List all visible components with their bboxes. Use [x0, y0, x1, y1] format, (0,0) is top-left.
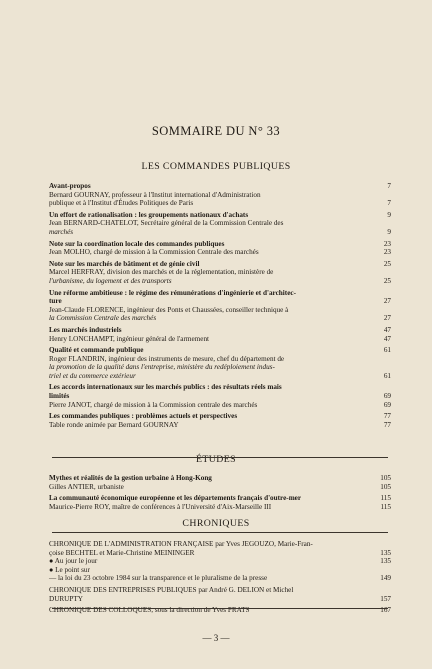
toc-line: [49, 540, 391, 549]
toc-line: [49, 412, 391, 421]
toc-line-text: ture: [49, 297, 62, 306]
page-ref: 167: [380, 606, 391, 615]
toc-entry: [49, 586, 391, 603]
toc-line: [49, 326, 391, 335]
page-ref: 135: [380, 548, 391, 557]
page-ref: 7: [387, 199, 391, 208]
page-ref: 69: [383, 392, 391, 401]
toc-line: [49, 260, 391, 269]
toc-entry: [49, 211, 391, 237]
page-ref: 9: [387, 210, 391, 219]
page-ref: 61: [383, 371, 391, 380]
toc-line: [49, 557, 391, 566]
page-ref: 115: [380, 494, 391, 503]
page-ref: 9: [387, 227, 391, 236]
toc-line: [49, 494, 391, 503]
toc-line: [49, 199, 391, 208]
page-ref: 25: [383, 259, 391, 268]
toc-line: [49, 483, 391, 492]
page-number: — 3 —: [202, 633, 230, 643]
toc-entry: [49, 289, 391, 323]
toc-line-text: Les commandes publiques : problèmes actuels et perspectives: [49, 412, 238, 421]
toc-line: [49, 401, 391, 410]
toc-line: [49, 289, 391, 298]
page-ref: 105: [380, 474, 391, 482]
toc-entry: [49, 326, 391, 343]
toc-line-text: Note sur les marchés de bâtiment et de génie civil: [49, 259, 200, 268]
toc-line: [49, 574, 391, 583]
toc-line: [49, 248, 391, 257]
toc-entry: [49, 540, 391, 583]
toc-line: [49, 549, 391, 558]
toc-line-text: Roger FLANDRIN, ingénieur des instruments de mesure, chef du département de: [49, 354, 285, 363]
section-heading: CHRONIQUES: [182, 518, 250, 529]
page-ref: 7: [387, 182, 391, 190]
page-ref: 25: [383, 276, 391, 285]
toc-entry: [49, 383, 391, 409]
toc-line: [49, 595, 391, 604]
page-ref: 23: [383, 248, 391, 257]
toc-entry: [49, 412, 391, 429]
toc-line-text: çoise BECHTEL et Marie-Christine MEININGER: [49, 548, 195, 557]
toc-line: [49, 474, 391, 483]
page-ref: 135: [380, 557, 391, 566]
toc-entry: [49, 474, 391, 491]
section-heading: ÉTUDES: [196, 454, 236, 465]
section-entries-list: [49, 474, 391, 514]
toc-line: [49, 372, 391, 381]
toc-line-text: — la loi du 23 octobre 1984 sur la transparence et le pluralisme de la presse: [49, 574, 268, 583]
page-ref: 69: [383, 400, 391, 409]
toc-entry: [49, 182, 391, 208]
toc-line: [49, 219, 391, 228]
toc-line: [49, 228, 391, 237]
toc-line-text: Note sur la coordination locale des commandes publiques: [49, 239, 225, 248]
toc-line-text: Jean-Claude FLORENCE, ingénieur des Ponts et Chaussées, conseiller technique à: [49, 305, 289, 314]
page-ref: 47: [383, 325, 391, 334]
toc-line: [49, 182, 391, 191]
toc-line-text: CHRONIQUE DES COLLOQUES, sous la direction de Yves PRATS: [49, 606, 250, 615]
page-ref: 105: [380, 482, 391, 491]
toc-line-text: ● Le point sur: [49, 565, 90, 574]
toc-line: [49, 566, 391, 575]
toc-line-text: Bernard GOURNAY, professeur à l'Institut international d'Administration: [49, 190, 261, 199]
toc-entry: [49, 346, 391, 380]
toc-line: [49, 586, 391, 595]
toc-line-text: Les marchés industriels: [49, 325, 122, 334]
toc-entry: [49, 240, 391, 257]
toc-line: [49, 392, 391, 401]
toc-line-text: Un effort de rationalisation : les groupements nationaux d'achats: [49, 210, 249, 219]
section-entries-list: [49, 182, 391, 432]
page-ref: 149: [380, 574, 391, 583]
toc-line-text: CHRONIQUE DES ENTREPRISES PUBLIQUES par André G. DELION et Michel: [49, 585, 294, 594]
toc-line: [49, 503, 391, 512]
page-ref: 27: [383, 314, 391, 323]
page-ref: 77: [383, 412, 391, 421]
toc-line-text: Maurice-Pierre ROY, maître de conférences à l'Université d'Aix-Marseille III: [49, 502, 272, 511]
toc-line-text: l'urbanisme, du logement et des transports: [49, 276, 172, 285]
toc-line-text: la Commission Centrale des marchés: [49, 314, 157, 323]
toc-line: [49, 277, 391, 286]
toc-line: [49, 297, 391, 306]
page-ref: 115: [380, 502, 391, 511]
page-ref: 27: [383, 297, 391, 306]
toc-line: [49, 421, 391, 430]
page-ref: 23: [383, 239, 391, 248]
toc-line-text: publique et à l'Institut d'Études Politiques de Paris: [49, 199, 194, 208]
toc-line-text: Avant-propos: [49, 182, 91, 190]
toc-line: [49, 355, 391, 364]
toc-line: [49, 383, 391, 392]
toc-line-text: Henry LONCHAMPT, ingénieur général de l'armement: [49, 334, 210, 343]
divider: [52, 457, 388, 458]
toc-line-text: Les accords internationaux sur les marchés publics : des résultats réels mais: [49, 383, 282, 392]
toc-line-text: Table ronde animée par Bernard GOURNAY: [49, 420, 179, 429]
toc-line-text: La communauté économique européenne et les départements français d'outre-mer: [49, 494, 302, 503]
toc-line-text: Mythes et réalités de la gestion urbaine à Hong-Kong: [49, 474, 212, 482]
summary-title: SOMMAIRE DU N° 33: [151, 124, 281, 138]
page-ref: 47: [383, 334, 391, 343]
toc-line-text: Gilles ANTIER, urbaniste: [49, 482, 124, 491]
toc-line-text: Marcel HERFRAY, division des marchés et de la réglementation, ministère de: [49, 268, 274, 277]
divider: [52, 532, 388, 533]
toc-line-text: la promotion de la qualité dans l'entreprise, ministère du redéploiement indus-: [49, 363, 275, 372]
toc-line-text: Pierre JANOT, chargé de mission à la Commission centrale des marchés: [49, 400, 258, 409]
page-ref: 61: [383, 346, 391, 355]
toc-line: [49, 211, 391, 220]
toc-line-text: ● Au jour le jour: [49, 557, 98, 566]
toc-line-text: Qualité et commande publique: [49, 346, 144, 355]
page-ref: 157: [380, 594, 391, 603]
toc-entry: [49, 494, 391, 511]
toc-line-text: CHRONIQUE DE L'ADMINISTRATION FRANÇAISE par Yves JEGOUZO, Marie-Fran-: [49, 540, 313, 548]
toc-line-text: triel et du commerce extérieur: [49, 371, 136, 380]
toc-line: [49, 363, 391, 372]
section-entries-list: [49, 540, 391, 618]
toc-line: [49, 346, 391, 355]
toc-line-text: Jean BERNARD-CHATELOT, Secrétaire général de la Commission Centrale des: [49, 219, 284, 228]
divider: [52, 608, 388, 609]
toc-entry: [49, 260, 391, 286]
toc-line: [49, 240, 391, 249]
section-heading: LES COMMANDES PUBLIQUES: [141, 161, 291, 172]
toc-line: [49, 191, 391, 200]
toc-line-text: limités: [49, 392, 70, 401]
toc-line: [49, 335, 391, 344]
toc-line-text: Une réforme ambitieuse : le régime des rémunérations d'ingénierie et d'architec-: [49, 288, 296, 297]
toc-line-text: marchés: [49, 227, 74, 236]
toc-line-text: DURUPTY: [49, 594, 83, 603]
toc-line-text: Jean MOLHO, chargé de mission à la Commission Centrale des marchés: [49, 248, 259, 257]
toc-line: [49, 306, 391, 315]
toc-line: [49, 314, 391, 323]
page-ref: 77: [383, 420, 391, 429]
toc-line: [49, 268, 391, 277]
